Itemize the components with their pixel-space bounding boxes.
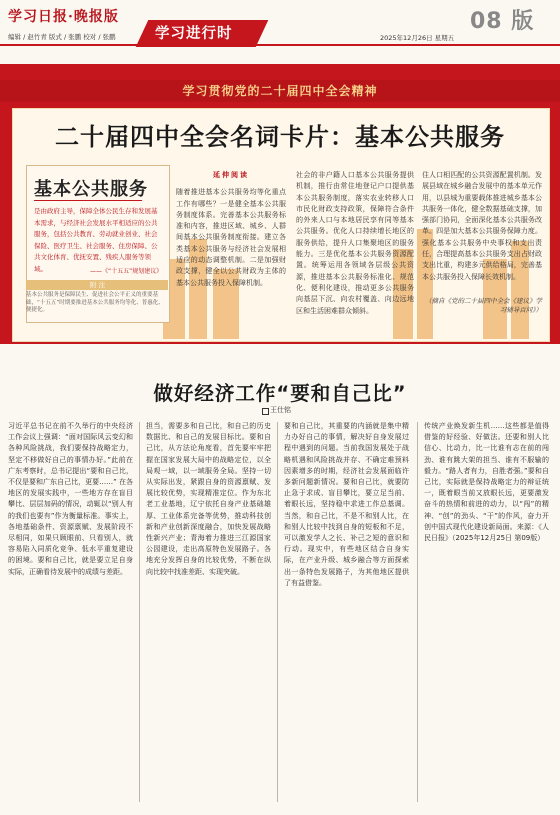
term-note: 基本公共服务是保障民生、促进社会公平正义的重要基础，“十五五”时期要推进基本公共服务均等化、普惠化、便捷化。 [26,292,164,313]
feature-column-1 [176,170,286,289]
feature-title: 二十届四中全会名词卡片：基本公共服务 [55,122,505,151]
author-marker-icon [262,408,269,415]
term-divider [34,200,142,201]
page-number: 08 版 [470,9,535,34]
column-divider [417,422,418,802]
newspaper-brand: 学习日报·晚报版 [8,9,119,25]
term-definition: 是由政府主导，保障全体公民生存和发展基本需求，与经济社会发展水平相适应的公共服务，包括公共教育、劳动就业创业、社会保险、医疗卫生、社会服务、住房保障、公共文化体育、优抚安置、残疾人服务等领域。 [34,207,158,273]
column-divider [277,422,278,802]
masthead-rule [0,44,560,46]
term-title: 基本公共服务 [34,179,148,200]
feature-column-head: 延伸阅读 [213,171,249,179]
term-source: ——《“十五五”规划建议》 [90,268,163,275]
essay-title: 做好经济工作“要和自己比” [153,382,407,405]
staff-credits: 编辑 / 赵竹青 版式 / 张鹏 校对 / 张鹏 [8,33,116,41]
column-divider [139,422,140,802]
feature-column-3: 住人口相匹配的公共资源配置机制。发展县域在城乡融合发展中的基本单元作用，以县城为重要载体推进城乡基本公共服务一体化，健全数据基础支撑，加强部门协同，全面深化基本公共服务改革。四是加大基本公共服务保障力度。强化基本公共服务中央事权和支出责任，合理提高基本公共服务支出占财政支出比重，构建多元供给格局，完善基本公共服务投入保障长效机制。 [422,171,542,281]
essay-column-1: 习近平总书记在前不久举行的中央经济工作会议上强调：“面对国际风云变幻和各种风险挑战，我们要保持战略定力，坚定不移做好自己的事情办好。”此前在广东考察时，总书记提出“要和自己比，不仅是要和广东自己比，更要……” 在各地区的发展实践中，一些地方存在盲目攀比、层层加码的情况，动辄以“别人有的我们也要有”作为衡量标准。事实上，各地基础条件、资源禀赋、发展阶段不尽相同，如果只顾眼前、只看别人，就容易陷入同质化竞争、低水平重复建设的困境。要和自己比，就是要立足自身实际，正确看待发展中的成绩与差距。 [8,422,133,576]
issue-date: 2025年12月26日 星期五 [380,34,455,42]
feature-byline: （摘自《党的二十届四中全会《建议》学习辅导百问》） [425,297,542,314]
essay-column-4: 传统产业焕发新生机……这些都是值得借鉴的好经验、好做法。还要和别人比信心、比动力，比一比谁有志在前的闯劲、谁有跳大架的担当、谁有不服输的毅力。“路人者有力，自胜者强。”要和自己比，实际就是保持战略定力的辩证统一，既着眼当前又放眼长远，更要激发奋斗的热情和前进的动力，以“闯”的精神、“创”的劲头、“干”的作风，奋力开创中国式现代化建设新局面。来源：《人民日报》（2025年12月25日 第09版） [424,422,549,543]
term-tag: 附 注 [90,281,106,289]
essay-column-3: 要和自己比，其重要的内涵就是集中精力办好自己的事情，解决好自身发展过程中遇到的问题。当前我国发展处于战略机遇和风险挑战并存、不确定难预料因素增多的时期，经济社会发展面临许多新问题新情况。要和自己比，就要防止急于求成、盲目攀比，要立足当前、着眼长远，坚持稳中求进工作总基调。当然，和自己比，不是不和别人比，在和别人比较中找到自身的短板和不足，可以激发学人之长、补己之短的意识和行动。现实中，有些地区结合自身实际，在产业升级、城乡融合等方面探索出一条特色发展路子，为其他地区提供了有益借鉴。 [284,422,409,587]
feature-column-2: 社会的非户籍人口基本公共服务提供机制，推行由常住地登记户口提供基本公共服务制度，落实农业转移人口市民化财政支持政策，保障符合条件的外来人口与本地居民享有同等基本公共服务。优化人口持续增长地区的服务供给，提升人口集聚地区的服务能力。三是优化基本公共服务资源配置。统筹运用各领域各层级公共资源，推进基本公共服务标准化、规范化、便利化建设，推动更多公共服务向基层下沉、向农村覆盖、向边远地区和生活困难群众倾斜。 [296,171,414,315]
feature-banner-text: 学习贯彻党的二十届四中全会精神 [182,84,378,98]
section-name: 学习进行时 [155,26,233,42]
feature-column-1-text: 随着推进基本公共服务均等化重点工作有哪些？一是健全基本公共服务制度体系。完善基本公共服务标准和内容，推进区域、城乡、人群间基本公共服务制度衔接。建立各类基本公共服务与经济社会发展相适应的动态调整机制。二是加强财政支撑，健全以公共财政为主体的基本公共服务投入保障机制。 [176,188,286,287]
essay-author: 王仕铭 [270,406,291,414]
essay-column-2: 担当，需要多和自己比，和自己的历史数据比、和自己的发展目标比。要和自己比，从方法论角度看，首先要牢牢把握在国家发展大局中的战略定位，以全局观一域，以一域服务全局。坚持一切从实际出发，紧跟自身的资源禀赋、发展比较优势，实现精准定位。作为东北老工业基地，辽宁依托自身产业基础雄厚、工业体系完备等优势，推动科技创新和产业创新深度融合，加快发展战略性新兴产业；青海着力推进三江源国家公园建设，走出高原特色发展路子。各地充分发挥自身的比较优势，不断在纵向比较中找准差距、实现突破。 [146,422,271,576]
